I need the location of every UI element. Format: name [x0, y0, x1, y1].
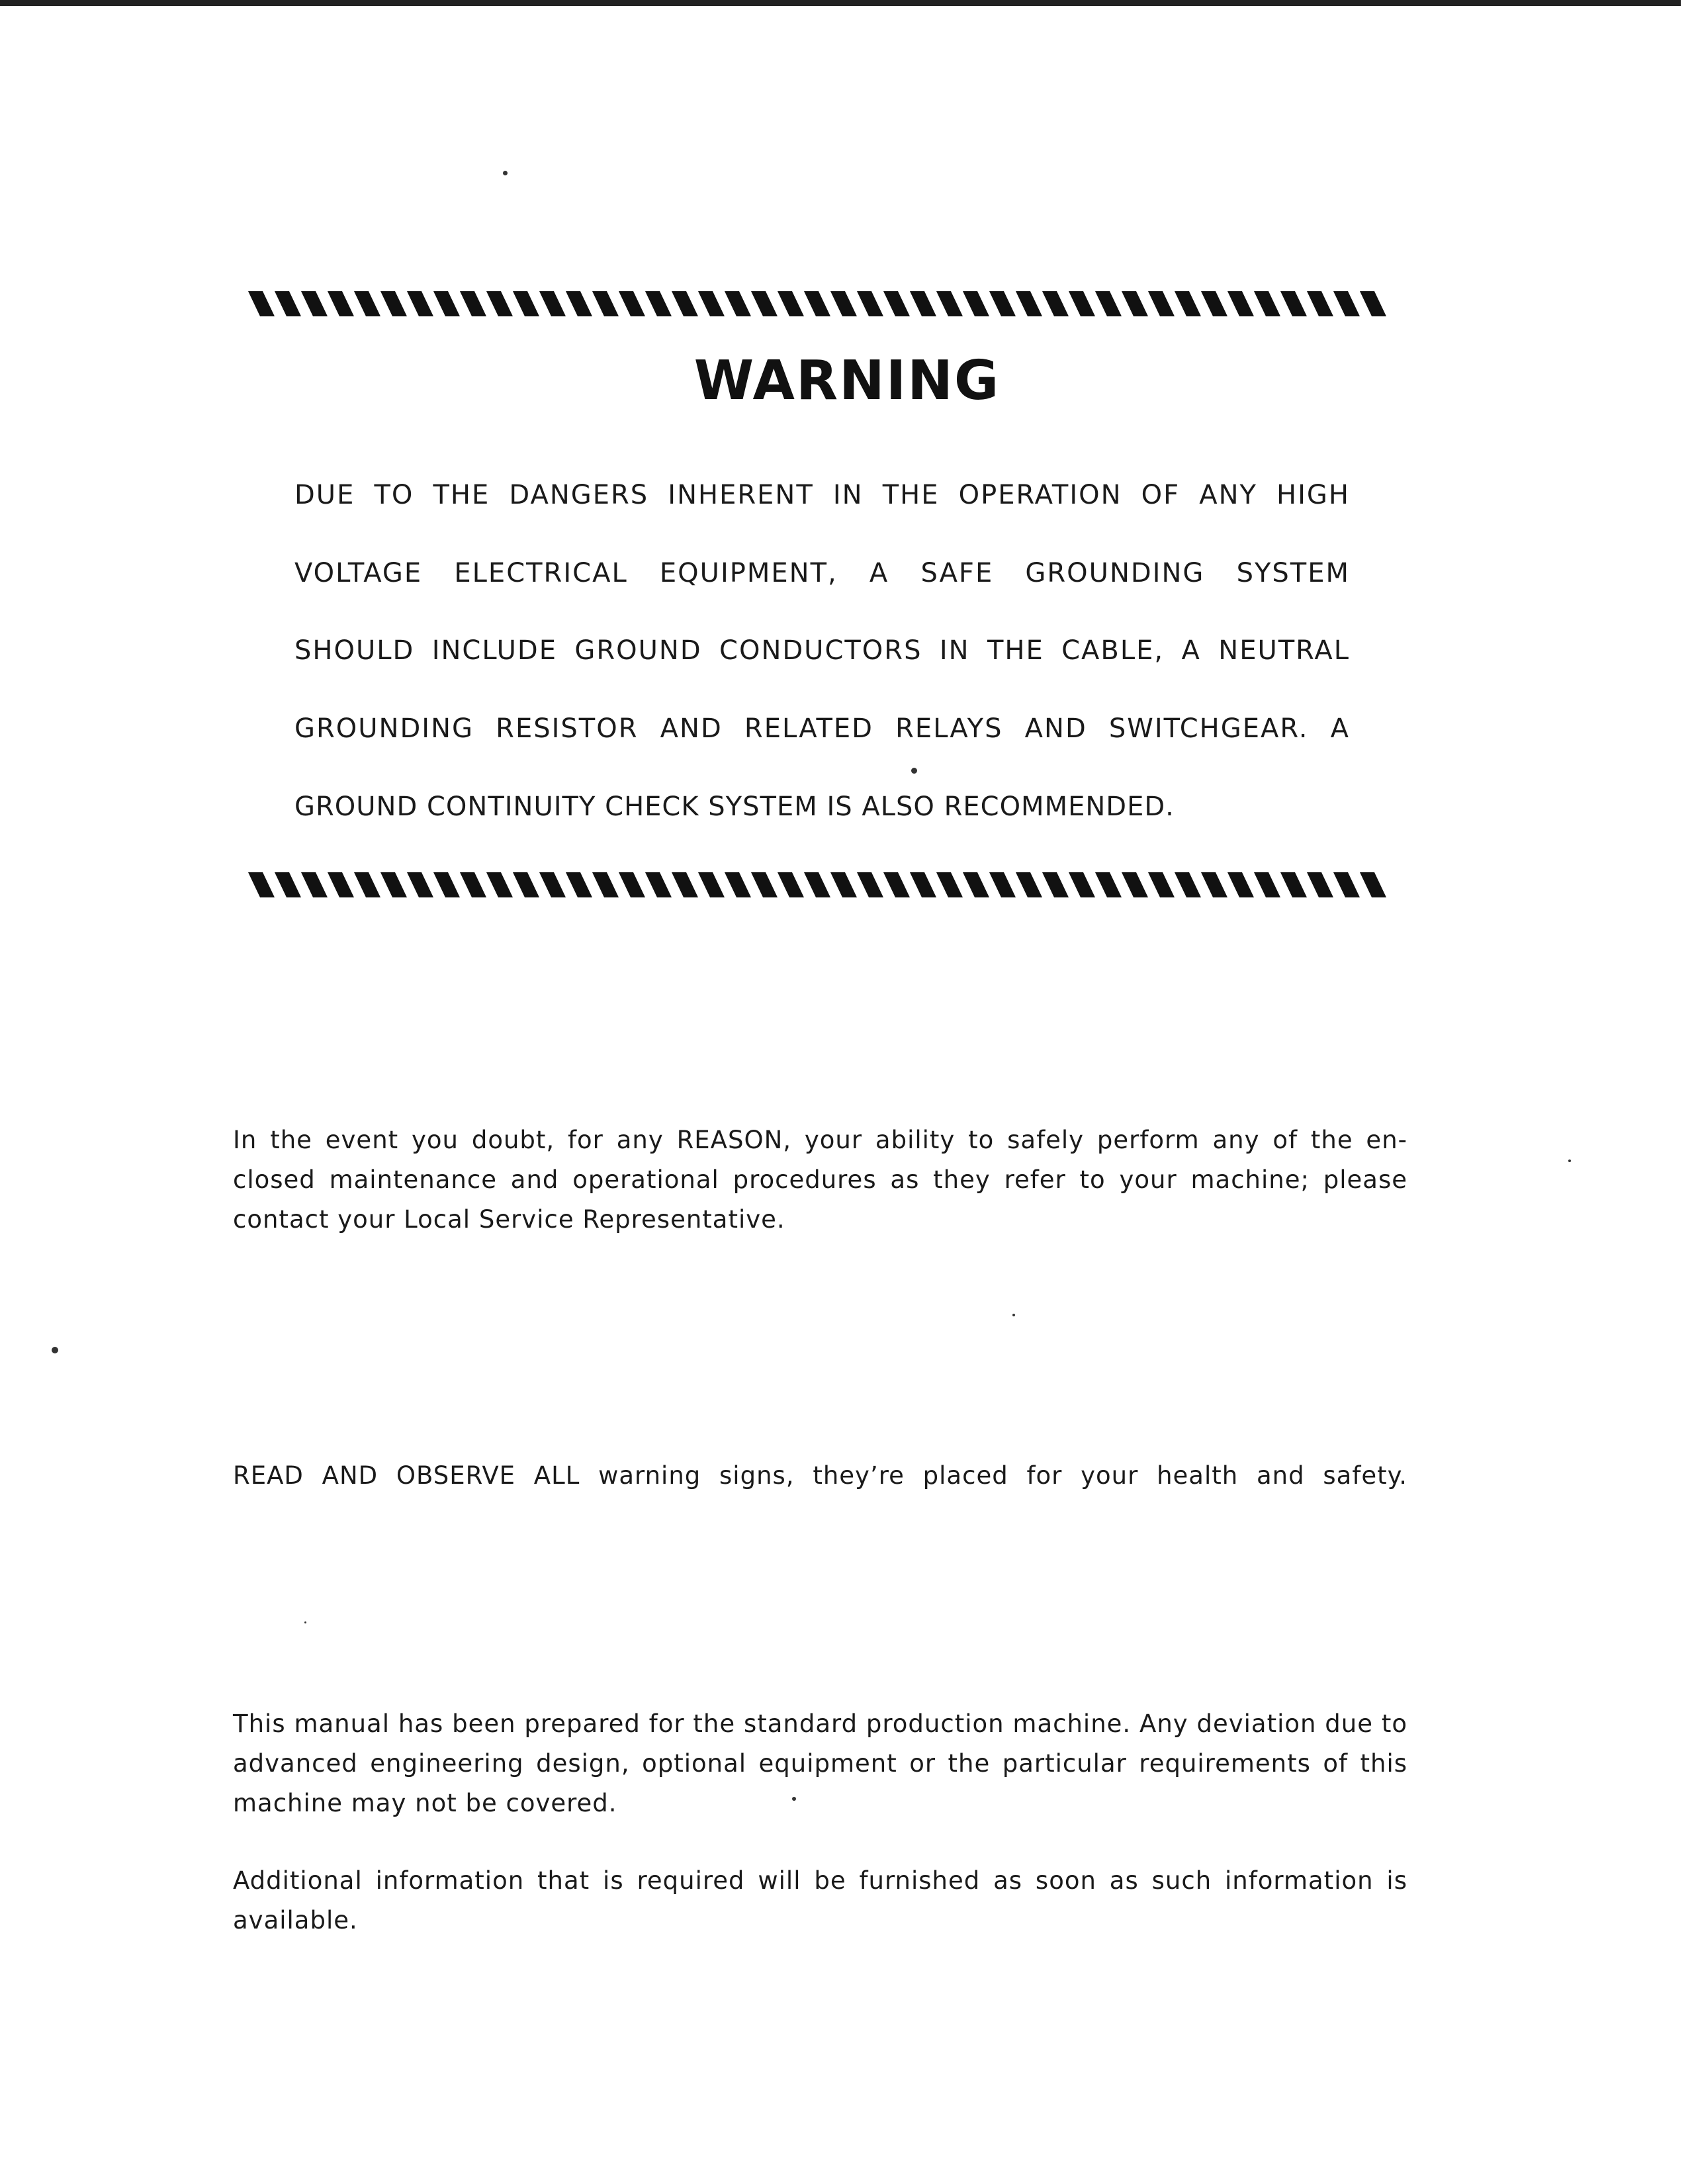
paragraph-line: machine may not be covered. [233, 1789, 617, 1817]
warning-text-line: GROUND CONTINUITY CHECK SYSTEM IS ALSO RECOMMENDED. [294, 792, 1175, 822]
warning-text-line: GROUNDING RESISTOR AND RELATED RELAYS AND SWITCHGEAR. A [294, 713, 1350, 744]
paragraph-line: Additional information that is required will be furnished as soon as such information is [233, 1866, 1407, 1895]
scan-speck [911, 768, 917, 774]
hazard-stripe-icon [248, 291, 1386, 316]
paragraph-manual [233, 1704, 1407, 1823]
paragraph-line: advanced engineering design, optional equipment or the particular requirements of this [233, 1749, 1407, 1778]
scan-speck [503, 171, 508, 175]
hazard-stripe-band-bottom [248, 872, 1386, 897]
paragraph-line: contact your Local Service Representative. [233, 1205, 785, 1234]
top-scan-rule [0, 0, 1681, 6]
paragraph-line: READ AND OBSERVE ALL warning signs, they’re placed for your health and safety. [233, 1461, 1407, 1490]
paragraph-line: closed maintenance and operational procedures as they refer to your machine; please [233, 1165, 1407, 1194]
scan-speck [52, 1347, 58, 1353]
scan-speck [304, 1621, 306, 1623]
scan-speck [1012, 1314, 1015, 1316]
warning-text-line: VOLTAGE ELECTRICAL EQUIPMENT, A SAFE GROUNDING SYSTEM [294, 558, 1350, 588]
hazard-stripe-band-top [248, 291, 1386, 316]
warning-text-line: SHOULD INCLUDE GROUND CONDUCTORS IN THE CABLE, A NEUTRAL [294, 635, 1350, 666]
paragraph-reason [233, 1120, 1407, 1240]
paragraph-line: available. [233, 1906, 358, 1934]
paragraph-additional [233, 1861, 1407, 1940]
warning-title: WARNING [693, 349, 1001, 412]
scan-speck [792, 1797, 796, 1801]
paragraph-line: In the event you doubt, for any REASON, your ability to safely perform any of the en- [233, 1126, 1407, 1154]
paragraph-line: This manual has been prepared for the standard production machine. Any deviation due to [233, 1709, 1407, 1738]
scan-speck [1568, 1160, 1571, 1162]
paragraph-read-observe [233, 1456, 1407, 1496]
hazard-stripe-icon [248, 872, 1386, 897]
warning-text-line: DUE TO THE DANGERS INHERENT IN THE OPERATION OF ANY HIGH [294, 480, 1350, 510]
